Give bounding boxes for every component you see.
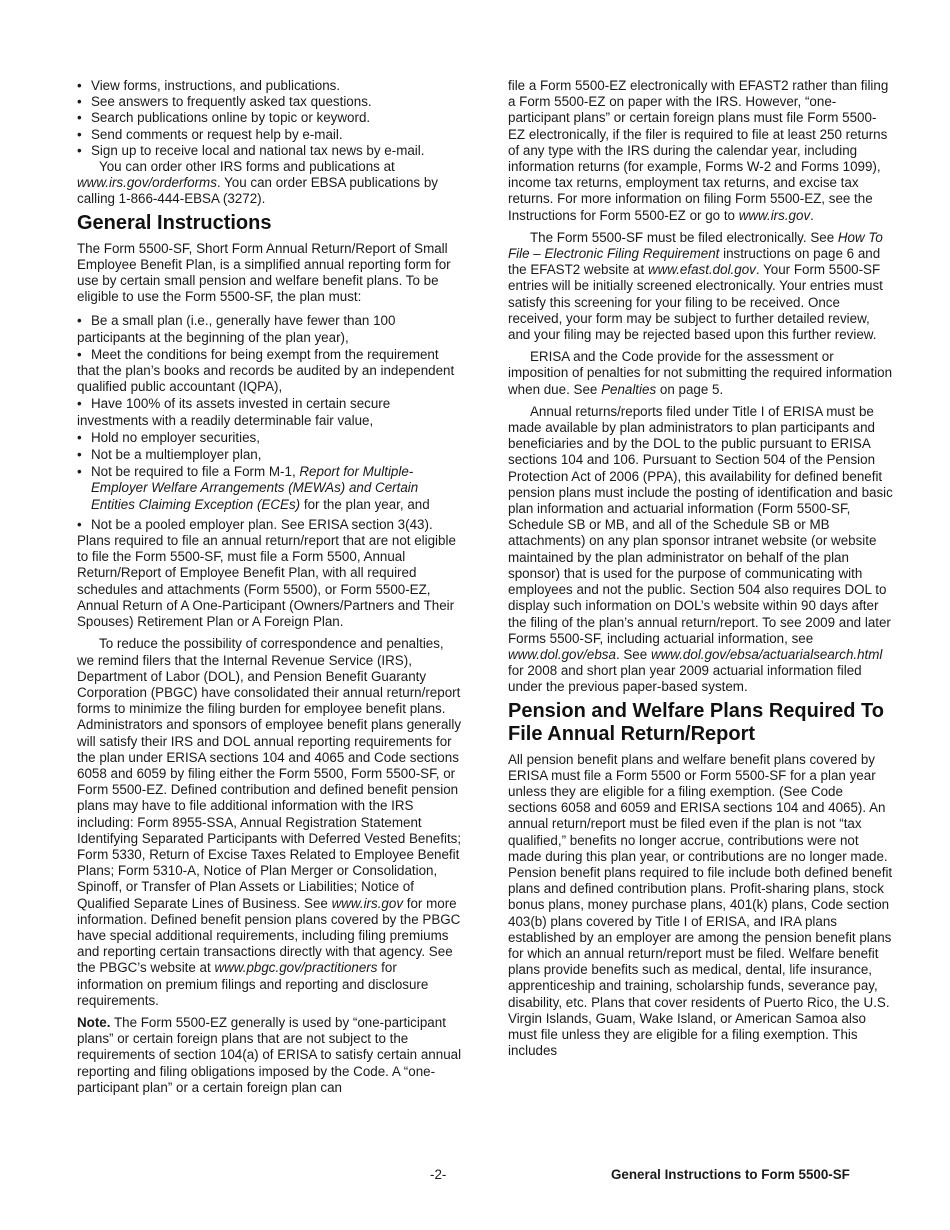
annual-returns-paragraph: Annual returns/reports filed under Title I of ERISA must be made available by plan administrators to plan participants and beneficiaries and by the DOL to the public pursuant to ERISA sections 104 and 106. Pursuant to Section 504 of the Pension Protection Act of 2006 (PPA), this availability for defined benefit pension plans must include the posting of identification and basic plan information and actuarial information (Form 5500-SF, Schedule SB or MB, and all of the Schedule SB or MB attachments) on any plan sponsor intranet website (or website maintained by the plan administrator on behalf of the plan sponsor) that is used for the purpose of communicating with employees and not the public. Section 504 also requires DOL to display such information on DOL’s website within 90 days after the filing of the plan’s annual return/report. To see 2009 and later Forms 5500-SF, including actuarial information, see www.dol.gov/ebsa. See www.dol.gov/ebsa/actuarialsearch.html for 2008 and short plan year 2009 actuarial information filed under the previous paper-based system.: [508, 403, 893, 695]
actuarial-search-link[interactable]: www.dol.gov/ebsa/actuarialsearch.html: [650, 646, 883, 662]
reduce-paragraph: To reduce the possibility of correspondence and penalties, we remind filers that the Internal Revenue Service (IRS), Department of Labor (DOL), and Pension Benefit Guaranty Corporation (PBGC) have consolidated their annual return/report forms to minimize the filing burden for employee benefit plans. Administrators and sponsors of employee benefit plans generally will satisfy their IRS and DOL annual reporting requirements for the plan under ERISA sections 104 and 4065 and Code sections 6058 and 6059 by filing either the Form 5500, Form 5500-SF, or Form 5500-EZ. Defined contribution and defined benefit pension plans may have to file additional information with the IRS including: Form 8955-SSA, Annual Registration Statement Identifying Separated Participants with Deferred Vested Benefits; Form 5330, Return of Excise Taxes Related to Employee Benefit Plans; Form 5310-A, Notice of Plan Merger or Consolidation, Spinoff, or Transfer of Plan Assets or Liabilities; Notice of Qualified Separate Lines of Business. See www.irs.gov for more information. Defined benefit pension plans covered by the PBGC have special additional requirements, including filing premiums and reporting certain transactions directly with that agency. See the PBGC’s website at www.pbgc.gov/practitioners for information on premium filings and reporting and disclosure requirements.: [77, 636, 462, 1008]
irs-link[interactable]: www.irs.gov: [331, 895, 404, 911]
requirement-item: • Not be a pooled employer plan. See ERISA section 3(43).: [77, 516, 433, 532]
eligibility-requirements: [77, 313, 462, 533]
list-item: • Sign up to receive local and national tax news by e-mail.: [77, 143, 462, 159]
list-item: • Send comments or request help by e-mail.: [77, 127, 462, 143]
pbgc-link[interactable]: www.pbgc.gov/practitioners: [214, 960, 378, 976]
requirement-item: • Have 100% of its assets invested in certain secure investments with a readily determinable fair value,: [77, 396, 391, 428]
plans-required-paragraph: Plans required to file an annual return/report that are not eligible to file the Form 5500-SF, must file a Form 5500, Annual Return/Report of Employee Benefit Plan, with all required schedules and attachments (Form 5500), or Form 5500-EZ, Annual Return of A One-Participant (Owners/Partners and Their Spouses) Retirement Plan or A Foreign Plan.: [77, 533, 456, 630]
list-item: • View forms, instructions, and publications.: [77, 78, 462, 94]
pension-welfare-heading: Pension and Welfare Plans Required To File Annual Return/Report: [508, 699, 885, 745]
footer-title: General Instructions to Form 5500-SF: [611, 1167, 850, 1182]
order-paragraph: You can order other IRS forms and publications at www.irs.gov/orderforms. You can order EBSA publications by calling 1-866-444-EBSA (3272).: [77, 159, 438, 207]
requirement-item: • Not be required to file a Form M-1, Report for Multiple-Employer Welfare Arrangements (MEWAs) and Certain Entities Claiming Exception (ECEs) for the plan year, and: [77, 464, 430, 512]
ez-continuation-paragraph: file a Form 5500-EZ electronically with EFAST2 rather than filing a Form 5500-EZ on paper with the IRS. However, “one-participant plans” or certain foreign plans must file Form 5500-EZ electronically, if the filer is required to file at least 250 returns of any type with the IRS during the calendar year, including information returns (for example, Forms W-2 and Forms 1099), income tax returns, employment tax returns, and excise tax returns. For more information on filing Form 5500-EZ, see the Instructions for Form 5500-EZ or go to www.irs.gov.: [508, 78, 889, 223]
penalties-paragraph: ERISA and the Code provide for the assessment or imposition of penalties for not submitting the required information when due. See Penalties on page 5.: [508, 349, 893, 397]
page-number: -2-: [430, 1167, 447, 1182]
gi-intro-paragraph: The Form 5500-SF, Short Form Annual Return/Report of Small Employee Benefit Plan, is a simplified annual reporting form for use by certain small pension and welfare benefit plans. To be eligible to use the Form 5500-SF, the plan must:: [77, 240, 451, 305]
pension-welfare-paragraph: All pension benefit plans and welfare benefit plans covered by ERISA must file a Form 5500 or Form 5500-SF for a plan year unless they are eligible for a filing exemption. (See Code sections 6058 and 6059 and ERISA sections 104 and 4065). An annual return/report must be filed even if the plan is not “tax qualified,” benefits no longer accrue, contributions were not made during this plan year, or contributions are no longer made. Pension benefit plans required to file include both defined benefit plans and defined contribution plans. Profit-sharing plans, stock bonus plans, money purchase plans, 401(k) plans, Code section 403(b) plans covered by Title I of ERISA, and IRA plans established by an employer are among the pension benefit plans for which an annual return/report must be filed. Welfare benefit plans provide benefits such as medical, dental, life insurance, apprenticeship and training, scholarship funds, severance pay, disability, etc. Plans that cover residents of Puerto Rico, the U.S. Virgin Islands, Guam, Wake Island, or American Samoa also must file unless they are eligible for a filing exemption. This includes: [508, 751, 893, 1059]
requirement-item: • Hold no employer securities,: [77, 429, 260, 445]
efast-link[interactable]: www.efast.dol.gov: [647, 262, 756, 278]
list-item: • See answers to frequently asked tax questions.: [77, 94, 462, 110]
electronic-filing-paragraph: The Form 5500-SF must be filed electronically. See How To File – Electronic Filing Requirement instructions on page 6 and the EFAST2 website at www.efast.dol.gov. Your Form 5500-SF entries will be initially screened electronically. Your entries must satisfy this screening for your filing to be received. Once received, your form may be subject to further detailed review, and your filing may be rejected based upon this further review.: [508, 229, 883, 343]
irs-link[interactable]: www.irs.gov: [738, 207, 811, 223]
left-column: [77, 78, 462, 1096]
orderforms-link[interactable]: www.irs.gov/orderforms: [77, 175, 217, 191]
note-paragraph: Note. The Form 5500-EZ generally is used by “one-participant plans” or certain foreign plans that are not subject to the requirements of section 104(a) of ERISA to satisfy certain annual reporting and filing obligations imposed by the Code. A “one-participant plan” or a certain foreign plan can: [77, 1014, 462, 1095]
dol-ebsa-link[interactable]: www.dol.gov/ebsa: [508, 646, 616, 662]
requirement-item: • Meet the conditions for being exempt from the requirement that the plan’s books and records be audited by an independent qualified public accountant (IQPA),: [77, 346, 455, 395]
irs-services-list: [77, 78, 462, 159]
requirement-item: • Be a small plan (i.e., generally have fewer than 100 participants at the beginning of the plan year),: [77, 313, 396, 345]
general-instructions-heading: General Instructions: [77, 211, 272, 234]
list-item: • Search publications online by topic or keyword.: [77, 110, 462, 126]
requirement-item: • Not be a multiemployer plan,: [77, 447, 262, 463]
right-column: [508, 78, 893, 1059]
